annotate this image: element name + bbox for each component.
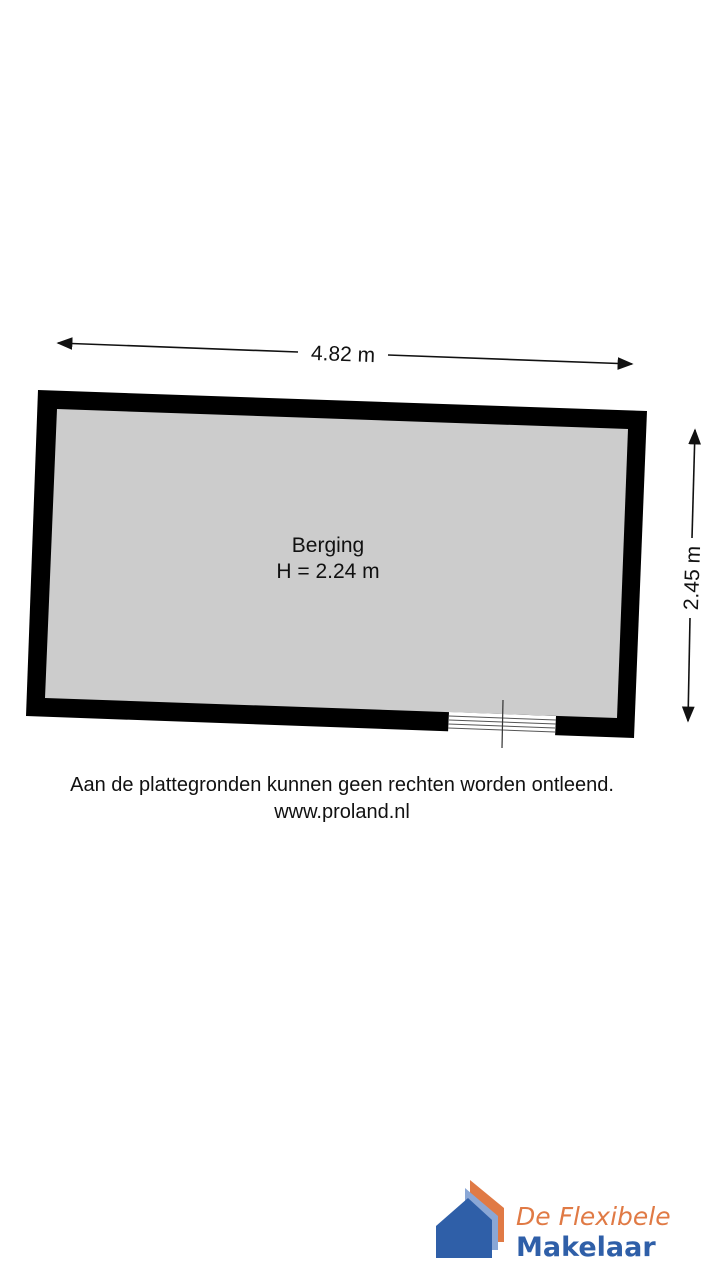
room-name: Berging — [291, 534, 365, 557]
room-height: H = 2.24 m — [276, 560, 380, 583]
height-dimension — [680, 430, 705, 721]
height-label: 2.45 m — [679, 545, 706, 611]
width-label: 4.82 m — [310, 341, 376, 368]
disclaimer-text: Aan de plattegronden kunnen geen rechten worden ontleend. — [70, 774, 614, 796]
width-dimension — [58, 342, 632, 367]
website-text: www.proland.nl — [274, 801, 410, 823]
house-icon — [436, 1180, 504, 1258]
company-logo — [432, 1176, 702, 1266]
logo-line-1: De Flexibele — [516, 1202, 671, 1231]
logo-line-2: Makelaar — [516, 1232, 656, 1263]
